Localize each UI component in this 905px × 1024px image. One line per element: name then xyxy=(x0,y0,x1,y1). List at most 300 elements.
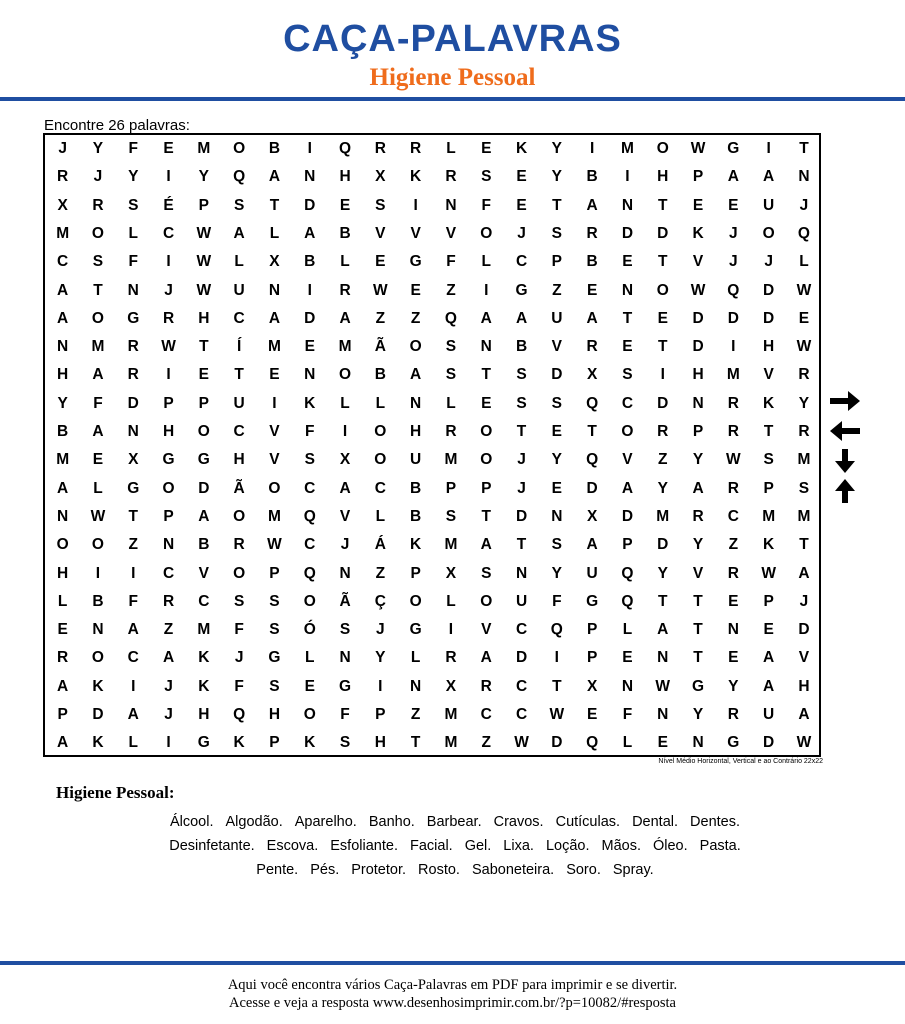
grid-letter[interactable]: H xyxy=(657,168,669,186)
grid-letter[interactable]: D xyxy=(727,309,739,327)
grid-letter[interactable]: F xyxy=(234,621,244,639)
grid-letter[interactable]: Y xyxy=(692,536,704,554)
grid-letter[interactable]: A xyxy=(657,621,669,639)
grid-letter[interactable]: B xyxy=(586,168,598,186)
grid-letter[interactable]: U xyxy=(763,706,775,723)
grid-letter[interactable]: M xyxy=(726,366,740,384)
grid-letter[interactable]: L xyxy=(375,394,386,412)
grid-letter[interactable]: A xyxy=(57,479,69,497)
grid-letter[interactable]: W xyxy=(796,338,812,356)
grid-letter[interactable]: P xyxy=(586,621,598,639)
grid-letter[interactable]: E xyxy=(92,451,104,469)
grid-letter[interactable]: A xyxy=(198,507,210,525)
grid-letter[interactable]: B xyxy=(586,253,598,271)
grid-letter[interactable]: G xyxy=(409,621,422,639)
grid-letter[interactable]: W xyxy=(690,140,706,157)
grid-letter[interactable]: N xyxy=(268,281,281,299)
grid-letter[interactable]: H xyxy=(692,366,704,384)
grid-letter[interactable]: C xyxy=(304,536,316,554)
grid-letter[interactable]: H xyxy=(410,423,422,440)
grid-letter[interactable]: D xyxy=(798,621,810,639)
grid-letter[interactable]: S xyxy=(128,196,139,214)
grid-letter[interactable]: D xyxy=(551,366,563,384)
grid-letter[interactable]: V xyxy=(481,621,492,639)
grid-letter[interactable]: H xyxy=(198,309,210,327)
grid-letter[interactable]: Ç xyxy=(374,592,386,610)
grid-letter[interactable]: R xyxy=(339,281,351,299)
grid-letter[interactable]: W xyxy=(549,706,565,723)
grid-letter[interactable]: F xyxy=(552,592,562,610)
grid-letter[interactable]: I xyxy=(554,649,559,667)
grid-letter[interactable]: V xyxy=(763,366,774,384)
grid-letter[interactable]: T xyxy=(658,338,668,356)
grid-letter[interactable]: O xyxy=(762,224,775,242)
grid-letter[interactable]: X xyxy=(586,366,598,384)
grid-letter[interactable]: E xyxy=(551,479,562,497)
grid-letter[interactable]: M xyxy=(797,507,811,525)
grid-letter[interactable]: D xyxy=(657,224,669,242)
grid-letter[interactable]: C xyxy=(162,224,175,242)
grid-letter[interactable]: E xyxy=(481,140,492,157)
grid-letter[interactable]: L xyxy=(446,140,456,157)
grid-letter[interactable]: Q xyxy=(444,309,457,327)
grid-letter[interactable]: C xyxy=(57,253,69,271)
grid-letter[interactable]: N xyxy=(127,423,139,440)
grid-letter[interactable]: X xyxy=(128,451,139,469)
grid-letter[interactable]: C xyxy=(515,677,528,695)
grid-letter[interactable]: J xyxy=(376,621,385,639)
grid-letter[interactable]: M xyxy=(797,451,811,469)
grid-letter[interactable]: X xyxy=(269,253,280,271)
grid-letter[interactable]: D xyxy=(515,649,528,667)
grid-letter[interactable]: M xyxy=(656,507,670,525)
grid-letter[interactable]: T xyxy=(481,507,491,525)
grid-letter[interactable]: I xyxy=(766,140,771,157)
grid-letter[interactable]: A xyxy=(798,706,810,723)
grid-letter[interactable]: J xyxy=(234,649,244,667)
grid-letter[interactable]: G xyxy=(692,677,705,695)
grid-letter[interactable]: I xyxy=(131,677,136,695)
grid-letter[interactable]: U xyxy=(233,394,245,412)
grid-letter[interactable]: N xyxy=(657,706,669,723)
grid-letter[interactable]: J xyxy=(164,677,173,695)
grid-letter[interactable]: E xyxy=(481,394,492,412)
grid-letter[interactable]: T xyxy=(658,196,668,214)
grid-letter[interactable]: H xyxy=(763,338,775,356)
grid-letter[interactable]: T xyxy=(799,140,809,157)
grid-letter[interactable]: H xyxy=(57,564,69,582)
grid-letter[interactable]: O xyxy=(480,592,493,610)
grid-letter[interactable]: U xyxy=(515,592,528,610)
grid-letter[interactable]: P xyxy=(163,394,174,412)
grid-letter[interactable]: V xyxy=(692,564,704,582)
grid-letter[interactable]: E xyxy=(657,309,668,327)
grid-letter[interactable]: C xyxy=(304,479,316,497)
grid-letter[interactable]: S xyxy=(233,592,245,610)
grid-letter[interactable]: C xyxy=(374,479,386,497)
grid-letter[interactable]: K xyxy=(410,168,422,186)
grid-letter[interactable]: X xyxy=(445,677,457,695)
grid-letter[interactable]: B xyxy=(410,507,422,525)
grid-letter[interactable]: Y xyxy=(92,140,104,157)
grid-letter[interactable]: V xyxy=(269,423,280,440)
grid-letter[interactable]: E xyxy=(728,649,739,667)
grid-letter[interactable]: R xyxy=(727,423,739,440)
grid-letter[interactable]: V xyxy=(339,507,351,525)
grid-letter[interactable]: O xyxy=(303,592,316,610)
grid-letter[interactable]: J xyxy=(93,168,103,186)
grid-letter[interactable]: G xyxy=(727,734,740,752)
grid-letter[interactable]: A xyxy=(480,309,492,327)
grid-letter[interactable]: A xyxy=(480,536,492,554)
grid-letter[interactable]: E xyxy=(622,338,633,356)
grid-letter[interactable]: B xyxy=(410,479,422,497)
grid-letter[interactable]: T xyxy=(481,366,491,384)
grid-letter[interactable]: M xyxy=(762,507,776,525)
grid-letter[interactable]: T xyxy=(552,677,562,695)
grid-letter[interactable]: P xyxy=(410,564,421,582)
grid-letter[interactable]: Y xyxy=(551,451,562,469)
grid-letter[interactable]: I xyxy=(166,366,171,384)
grid-letter[interactable]: X xyxy=(445,564,457,582)
grid-letter[interactable]: R xyxy=(692,507,704,525)
grid-letter[interactable]: A xyxy=(92,366,104,384)
grid-letter[interactable]: X xyxy=(375,168,386,186)
grid-letter[interactable]: G xyxy=(127,309,140,327)
grid-letter[interactable]: A xyxy=(127,706,139,723)
grid-letter[interactable]: K xyxy=(692,224,704,242)
grid-letter[interactable]: G xyxy=(586,592,599,610)
grid-letter[interactable]: O xyxy=(621,423,634,440)
grid-letter[interactable]: N xyxy=(657,649,669,667)
grid-letter[interactable]: E xyxy=(57,621,68,639)
grid-letter[interactable]: D xyxy=(515,507,528,525)
grid-letter[interactable]: A xyxy=(586,536,598,554)
grid-letter[interactable]: N xyxy=(515,564,528,582)
grid-letter[interactable]: H xyxy=(198,706,210,723)
grid-letter[interactable]: I xyxy=(413,196,418,214)
grid-letter[interactable]: P xyxy=(763,479,774,497)
grid-letter[interactable]: O xyxy=(480,451,493,469)
grid-letter[interactable]: S xyxy=(763,451,774,469)
grid-letter[interactable]: T xyxy=(693,649,703,667)
grid-letter[interactable]: Y xyxy=(57,394,68,412)
grid-letter[interactable]: Z xyxy=(446,281,456,299)
grid-letter[interactable]: T xyxy=(552,196,562,214)
grid-letter[interactable]: Ã xyxy=(374,338,386,356)
grid-letter[interactable]: Q xyxy=(727,281,740,299)
grid-letter[interactable]: T xyxy=(269,196,280,214)
grid-letter[interactable]: J xyxy=(729,224,738,242)
grid-letter[interactable]: E xyxy=(410,281,421,299)
grid-letter[interactable]: X xyxy=(586,677,598,695)
grid-letter[interactable]: F xyxy=(622,706,633,723)
grid-letter[interactable]: J xyxy=(340,536,350,554)
grid-letter[interactable]: W xyxy=(761,564,776,582)
grid-letter[interactable]: T xyxy=(410,734,421,752)
grid-letter[interactable]: N xyxy=(551,507,563,525)
grid-letter[interactable]: C xyxy=(727,507,739,525)
grid-letter[interactable]: J xyxy=(517,224,526,242)
grid-letter[interactable]: A xyxy=(727,168,739,186)
grid-letter[interactable]: L xyxy=(128,224,138,242)
grid-letter[interactable]: L xyxy=(446,394,456,412)
grid-letter[interactable]: O xyxy=(91,309,104,327)
grid-letter[interactable]: L xyxy=(57,592,68,610)
grid-letter[interactable]: G xyxy=(127,479,140,497)
grid-letter[interactable]: S xyxy=(339,621,351,639)
grid-letter[interactable]: K xyxy=(92,677,104,695)
grid-letter[interactable]: L xyxy=(340,253,350,271)
grid-letter[interactable]: N xyxy=(445,196,457,214)
grid-letter[interactable]: P xyxy=(551,253,562,271)
grid-letter[interactable]: P xyxy=(163,507,174,525)
grid-letter[interactable]: W xyxy=(514,734,529,752)
grid-letter[interactable]: K xyxy=(763,394,775,412)
grid-letter[interactable]: D xyxy=(304,196,316,214)
grid-letter[interactable]: M xyxy=(444,451,458,469)
grid-letter[interactable]: M xyxy=(267,507,281,525)
grid-letter[interactable]: D xyxy=(621,507,634,525)
grid-letter[interactable]: R xyxy=(445,168,457,186)
grid-letter[interactable]: O xyxy=(374,451,387,469)
grid-letter[interactable]: W xyxy=(796,734,812,752)
grid-letter[interactable]: G xyxy=(727,140,740,157)
grid-letter[interactable]: P xyxy=(198,196,209,214)
grid-letter[interactable]: M xyxy=(338,338,352,356)
grid-letter[interactable]: E xyxy=(798,309,810,327)
grid-letter[interactable]: I xyxy=(484,281,489,299)
grid-letter[interactable]: S xyxy=(304,451,315,469)
grid-letter[interactable]: F xyxy=(128,253,138,271)
grid-letter[interactable]: A xyxy=(763,168,775,186)
grid-letter[interactable]: P xyxy=(692,423,704,440)
grid-letter[interactable]: R xyxy=(798,423,810,440)
grid-letter[interactable]: E xyxy=(692,196,704,214)
grid-letter[interactable]: R xyxy=(445,423,457,440)
grid-letter[interactable]: L xyxy=(375,507,386,525)
grid-letter[interactable]: O xyxy=(656,140,669,157)
grid-letter[interactable]: B xyxy=(57,423,69,440)
grid-letter[interactable]: A xyxy=(127,621,139,639)
grid-letter[interactable]: Q xyxy=(621,592,634,610)
grid-letter[interactable]: R xyxy=(233,536,245,554)
grid-letter[interactable]: W xyxy=(196,224,212,242)
grid-letter[interactable]: N xyxy=(57,507,69,525)
grid-letter[interactable]: Q xyxy=(303,564,316,582)
grid-letter[interactable]: L xyxy=(410,649,421,667)
grid-letter[interactable]: S xyxy=(516,366,527,384)
grid-letter[interactable]: J xyxy=(164,281,173,299)
grid-letter[interactable]: K xyxy=(304,394,316,412)
grid-letter[interactable]: E xyxy=(339,196,351,214)
grid-letter[interactable]: E xyxy=(728,592,739,610)
grid-letter[interactable]: Ó xyxy=(303,621,316,639)
grid-letter[interactable]: Q xyxy=(303,507,316,525)
grid-letter[interactable]: Y xyxy=(798,394,810,412)
grid-letter[interactable]: G xyxy=(409,253,422,271)
grid-letter[interactable]: Á xyxy=(374,536,386,554)
grid-letter[interactable]: D xyxy=(657,536,669,554)
grid-letter[interactable]: Y xyxy=(551,140,562,157)
grid-letter[interactable]: K xyxy=(304,734,316,752)
grid-letter[interactable]: P xyxy=(445,479,457,497)
grid-letter[interactable]: R xyxy=(162,309,175,327)
grid-letter[interactable]: Z xyxy=(163,621,174,639)
grid-letter[interactable]: N xyxy=(92,621,104,639)
grid-letter[interactable]: D xyxy=(198,479,210,497)
grid-letter[interactable]: Z xyxy=(375,564,386,582)
grid-letter[interactable]: A xyxy=(763,677,775,695)
grid-letter[interactable]: G xyxy=(268,649,281,667)
grid-letter[interactable]: B xyxy=(92,592,104,610)
grid-letter[interactable]: G xyxy=(197,734,210,752)
grid-letter[interactable]: C xyxy=(162,564,175,582)
grid-letter[interactable]: A xyxy=(268,168,281,186)
grid-letter[interactable]: E xyxy=(551,423,562,440)
grid-letter[interactable]: B xyxy=(304,253,316,271)
grid-letter[interactable]: Q xyxy=(339,140,352,157)
grid-letter[interactable]: M xyxy=(56,224,70,242)
grid-letter[interactable]: T xyxy=(693,621,703,639)
grid-letter[interactable]: O xyxy=(409,338,422,356)
grid-letter[interactable]: E xyxy=(269,366,280,384)
grid-letter[interactable]: U xyxy=(763,196,775,214)
grid-letter[interactable]: Z xyxy=(481,734,491,752)
grid-letter[interactable]: A xyxy=(339,479,351,497)
grid-letter[interactable]: S xyxy=(551,536,562,554)
grid-letter[interactable]: G xyxy=(197,451,210,469)
grid-letter[interactable]: M xyxy=(444,536,458,554)
grid-letter[interactable]: C xyxy=(480,706,492,723)
grid-letter[interactable]: T xyxy=(693,592,703,610)
grid-letter[interactable]: N xyxy=(304,168,316,186)
grid-letter[interactable]: O xyxy=(303,706,316,723)
grid-letter[interactable]: Z xyxy=(410,309,421,327)
grid-letter[interactable]: I xyxy=(378,677,383,695)
grid-letter[interactable]: L xyxy=(622,621,633,639)
grid-letter[interactable]: A xyxy=(233,224,245,242)
grid-letter[interactable]: A xyxy=(798,564,810,582)
grid-letter[interactable]: V xyxy=(269,451,280,469)
grid-letter[interactable]: S xyxy=(516,394,527,412)
grid-letter[interactable]: A xyxy=(268,309,281,327)
grid-letter[interactable]: E xyxy=(763,621,774,639)
grid-letter[interactable]: R xyxy=(57,168,69,186)
grid-letter[interactable]: N xyxy=(410,677,422,695)
grid-letter[interactable]: L xyxy=(93,479,103,497)
grid-letter[interactable]: A xyxy=(162,649,175,667)
grid-letter[interactable]: D xyxy=(657,394,669,412)
grid-letter[interactable]: Y xyxy=(551,168,562,186)
grid-letter[interactable]: I xyxy=(131,564,136,582)
grid-letter[interactable]: B xyxy=(268,140,281,157)
grid-letter[interactable]: J xyxy=(799,592,809,610)
grid-letter[interactable]: H xyxy=(57,366,69,384)
grid-letter[interactable]: S xyxy=(92,253,104,271)
grid-letter[interactable]: Y xyxy=(728,677,739,695)
grid-letter[interactable]: I xyxy=(166,734,171,752)
grid-letter[interactable]: R xyxy=(586,224,598,242)
grid-letter[interactable]: T xyxy=(658,253,668,271)
grid-letter[interactable]: K xyxy=(515,140,528,157)
grid-letter[interactable]: E xyxy=(622,649,633,667)
grid-letter[interactable]: O xyxy=(339,366,352,384)
grid-letter[interactable]: Y xyxy=(128,168,139,186)
grid-letter[interactable]: C xyxy=(127,649,139,667)
grid-letter[interactable]: I xyxy=(660,366,665,384)
grid-letter[interactable]: T xyxy=(516,423,527,440)
grid-letter[interactable]: A xyxy=(304,224,316,242)
grid-letter[interactable]: R xyxy=(127,366,139,384)
grid-letter[interactable]: A xyxy=(621,479,634,497)
grid-letter[interactable]: E xyxy=(516,196,527,214)
grid-letter[interactable]: W xyxy=(690,281,706,299)
grid-letter[interactable]: E xyxy=(586,281,598,299)
grid-letter[interactable]: N xyxy=(410,394,422,412)
grid-letter[interactable]: Q xyxy=(797,224,810,242)
grid-letter[interactable]: F xyxy=(128,140,138,157)
grid-letter[interactable]: M xyxy=(91,338,105,356)
grid-letter[interactable]: V xyxy=(692,253,704,271)
grid-letter[interactable]: P xyxy=(269,734,280,752)
grid-letter[interactable]: F xyxy=(481,196,491,214)
grid-letter[interactable]: Z xyxy=(552,281,562,299)
grid-letter[interactable]: M xyxy=(197,621,211,639)
grid-letter[interactable]: K xyxy=(92,734,104,752)
grid-letter[interactable]: Z xyxy=(410,706,421,723)
grid-letter[interactable]: S xyxy=(339,734,351,752)
grid-letter[interactable]: Z xyxy=(658,451,668,469)
grid-letter[interactable]: L xyxy=(305,649,315,667)
grid-letter[interactable]: I xyxy=(166,168,171,186)
grid-letter[interactable]: A xyxy=(692,479,704,497)
grid-letter[interactable]: W xyxy=(267,536,282,554)
grid-letter[interactable]: E xyxy=(163,140,174,157)
grid-letter[interactable]: W xyxy=(196,281,212,299)
grid-letter[interactable]: A xyxy=(92,423,104,440)
grid-letter[interactable]: O xyxy=(480,224,493,242)
grid-letter[interactable]: K xyxy=(763,536,775,554)
grid-letter[interactable]: Q xyxy=(233,706,246,723)
grid-letter[interactable]: M xyxy=(444,734,458,752)
grid-letter[interactable]: D xyxy=(92,706,104,723)
grid-letter[interactable]: L xyxy=(446,592,456,610)
grid-letter[interactable]: P xyxy=(269,564,280,582)
grid-letter[interactable]: R xyxy=(727,564,739,582)
grid-letter[interactable]: A xyxy=(57,677,69,695)
grid-letter[interactable]: T xyxy=(622,309,633,327)
grid-letter[interactable]: H xyxy=(268,706,281,723)
grid-letter[interactable]: F xyxy=(128,592,138,610)
grid-letter[interactable]: O xyxy=(91,649,104,667)
grid-letter[interactable]: M xyxy=(197,140,211,157)
grid-letter[interactable]: J xyxy=(517,451,526,469)
grid-letter[interactable]: I xyxy=(95,564,101,582)
grid-letter[interactable]: K xyxy=(233,734,245,752)
grid-letter[interactable]: B xyxy=(339,224,351,242)
grid-letter[interactable]: É xyxy=(163,196,174,214)
grid-letter[interactable]: R xyxy=(727,706,739,723)
grid-letter[interactable]: A xyxy=(586,309,598,327)
grid-letter[interactable]: N xyxy=(339,564,351,582)
grid-letter[interactable]: M xyxy=(620,140,634,157)
grid-letter[interactable]: J xyxy=(164,706,173,723)
grid-letter[interactable]: S xyxy=(269,677,280,695)
grid-letter[interactable]: A xyxy=(480,649,492,667)
grid-letter[interactable]: G xyxy=(515,281,528,299)
grid-letter[interactable]: P xyxy=(692,168,704,186)
